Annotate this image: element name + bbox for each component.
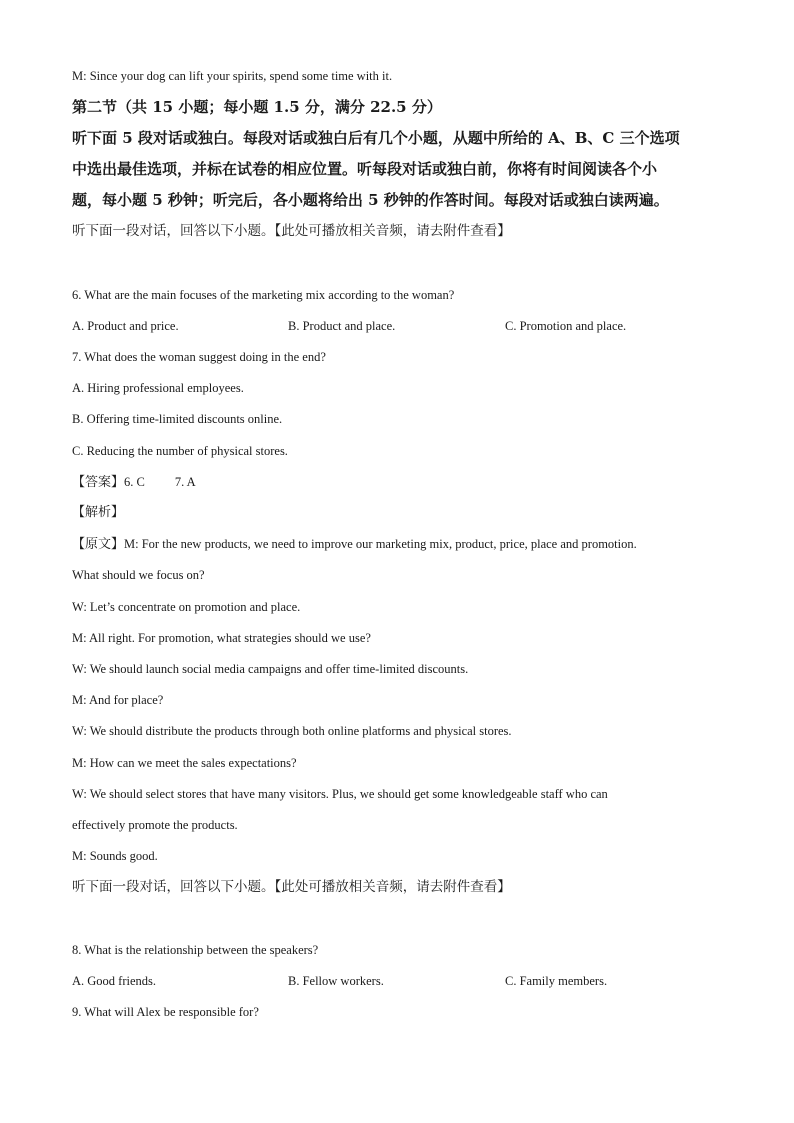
question-6: 6. What are the main focuses of the marketing mix according to the woman? (72, 288, 455, 302)
listen-prompt-1: 听下面一段对话，回答以下小题。【此处可播放相关音频，请去附件查看】 (72, 223, 511, 239)
answer-7: 7. A (174, 475, 196, 489)
listen-prompt-2: 听下面一段对话，回答以下小题。【此处可播放相关音频，请去附件查看】 (72, 879, 511, 895)
question-9: 9. What will Alex be responsible for? (72, 1005, 259, 1019)
question-8: 8. What is the relationship between the speakers? (72, 943, 319, 957)
answer-label: 【答案】 (72, 475, 125, 490)
q7-option-b: B. Offering time-limited discounts online. (72, 412, 283, 426)
analysis-label: 【解析】 (72, 505, 125, 520)
section-title: 第二节（共 15 小题；每小题 1.5 分，满分 22.5 分） (72, 98, 442, 116)
transcript-line-1: 【原文】M: For the new products, we need to improve our marketing mix, product, price, place and promotion. (72, 537, 637, 552)
transcript-line-6: M: And for place? (72, 693, 164, 707)
q7-option-a: A. Hiring professional employees. (72, 381, 244, 395)
transcript-label: 【原文】 (72, 537, 125, 552)
q8-option-c: C. Family members. (505, 974, 608, 988)
transcript-line-8: M: How can we meet the sales expectations? (72, 756, 297, 770)
transcript-line-10: effectively promote the products. (72, 818, 238, 832)
q8-option-a: A. Good friends. (72, 974, 157, 988)
instruction-line-2: 中选出最佳选项，并标在试卷的相应位置。听每段对话或独白前，你将有时间阅读各个小 (72, 160, 658, 178)
transcript-line-5: W: We should launch social media campaigns and offer time-limited discounts. (72, 662, 469, 676)
answer-6: 6. C (124, 475, 145, 489)
q6-option-b: B. Product and place. (288, 319, 396, 333)
answer-row (72, 474, 196, 491)
question-7: 7. What does the woman suggest doing in the end? (72, 350, 326, 364)
transcript-line-4: M: All right. For promotion, what strategies should we use? (72, 631, 371, 645)
transcript-line-7: W: We should distribute the products through both online platforms and physical stores. (72, 724, 512, 738)
q7-option-c: C. Reducing the number of physical stores. (72, 444, 288, 458)
transcript-line-11: M: Sounds good. (72, 849, 158, 863)
q8-option-b: B. Fellow workers. (288, 974, 384, 988)
instruction-line-1: 听下面 5 段对话或独白。每段对话或独白后有几个小题，从题中所给的 A、B、C 三个选项 (72, 129, 680, 147)
q6-option-a: A. Product and price. (72, 319, 179, 333)
instruction-line-3: 题，每小题 5 秒钟；听完后，各小题将给出 5 秒钟的作答时间。每段对话或独白读两遍。 (72, 191, 669, 209)
transcript-line-3: W: Let’s concentrate on promotion and place. (72, 600, 301, 614)
q6-option-c: C. Promotion and place. (505, 319, 627, 333)
intro-line: M: Since your dog can lift your spirits, spend some time with it. (72, 69, 393, 83)
transcript-line-9: W: We should select stores that have many visitors. Plus, we should get some knowledgeable staff who can (72, 787, 608, 801)
transcript-line-2: What should we focus on? (72, 568, 205, 582)
